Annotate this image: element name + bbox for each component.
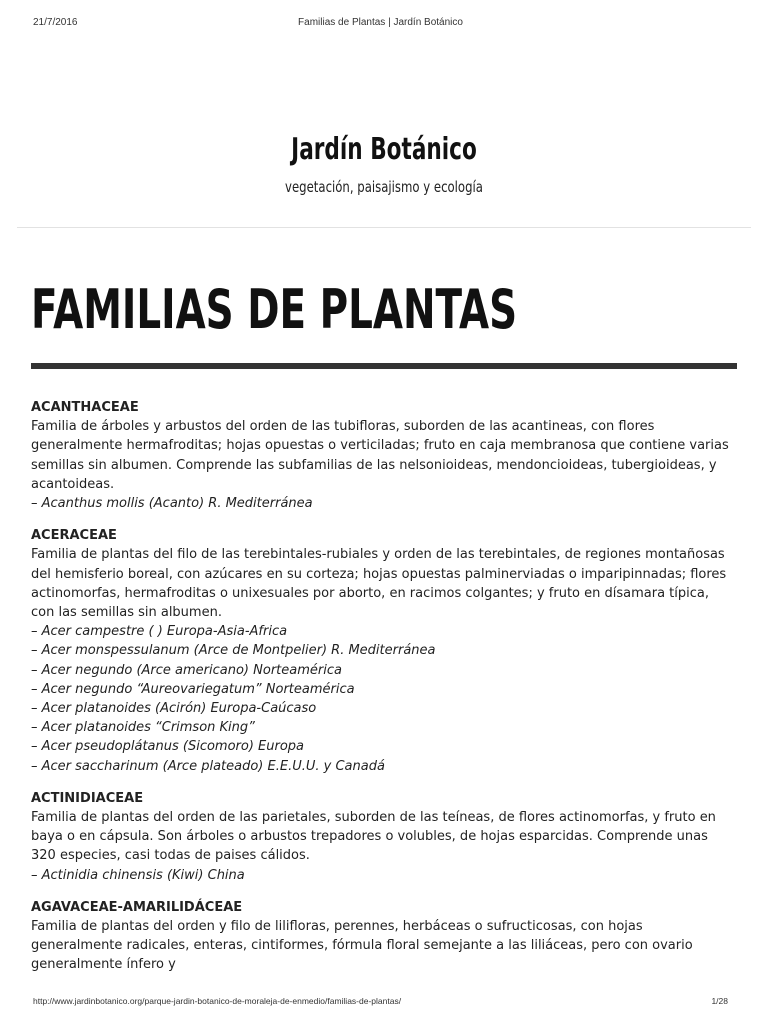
species-item: – Actinidia chinensis (Kiwi) China: [31, 867, 245, 883]
family-entry: [31, 526, 736, 776]
family-name: ACTINIDIACEAE: [31, 790, 144, 806]
family-description: Familia de plantas del orden y filo de lilifloras, perennes, herbáceas o sufructicosas, con hojas generalmente radicales, enteras, cintiformes, fórmula floral semejante a las liliáceas, pero con ovario generalmente ínfero y: [31, 919, 693, 973]
family-description: Familia de plantas del orden de las parietales, suborden de las teíneas, de flores actinomorfas, y fruto en baya o en cápsula. Son árboles o arbustos trepadores o volubles, de hojas esparcidas. Comprende unas 320 especies, casi todas de paises cálidos.: [31, 810, 716, 864]
species-item: – Acer negundo (Arce americano) Norteamérica: [31, 662, 342, 678]
family-description: Familia de plantas del filo de las terebintales-rubiales y orden de las terebintales, de regiones montañosas del hemisferio boreal, con azúcares en su corteza; hojas opuestas palminerviadas o imparipinnadas; flores actinomorfas, hermafroditas o unixesuales por aborto, en racimos colgantes; y fruto en dísamara típica, con las semillas sin albumen.: [31, 547, 727, 621]
page-number: 1/28: [711, 996, 728, 1006]
print-date: 21/7/2016: [33, 17, 78, 28]
family-name: ACANTHACEAE: [31, 400, 139, 415]
species-item: – Acer saccharinum (Arce plateado) E.E.U.U. y Canadá: [31, 758, 385, 774]
family-entry: [31, 789, 736, 885]
family-description: Familia de árboles y arbustos del orden de las tubifloras, suborden de las acantineas, con flores generalmente hermafroditas; hojas opuestas o verticiladas; fruto en caja membranosa que contiene varias semillas sin albumen. Comprende las subfamilias de las nelsonioideas, mendoncioideas, tubergioideas, y acantoideas.: [31, 419, 729, 492]
species-item: – Acer platanoides “Crimson King”: [31, 720, 255, 736]
species-item: – Acer platanoides (Acirón) Europa-Caúcaso: [31, 701, 317, 717]
page-title: FAMILIAS DE PLANTAS: [31, 278, 518, 341]
site-tagline: vegetación, paisajismo y ecología: [285, 178, 483, 196]
print-footer: [33, 996, 728, 1010]
print-header: [33, 17, 728, 31]
family-name: AGAVACEAE-AMARILIDÁCEAE: [31, 899, 243, 915]
species-item: – Acer pseudoplátanus (Sicomoro) Europa: [31, 739, 305, 755]
article-content: [31, 398, 736, 988]
page-url: http://www.jardinbotanico.org/parque-jardin-botanico-de-moraleja-de-enmedio/familias-de-plantas/: [33, 996, 402, 1006]
header-divider: [17, 227, 751, 228]
species-item: – Acer campestre ( ) Europa-Asia-Africa: [31, 624, 288, 640]
species-item: – Acer monspessulanum (Arce de Montpelier) R. Mediterránea: [31, 643, 436, 659]
site-header: [0, 128, 768, 196]
print-document-title: Familias de Plantas | Jardín Botánico: [298, 17, 463, 28]
family-entry: [31, 898, 736, 975]
family-name: ACERACEAE: [31, 528, 117, 544]
family-entry: [31, 398, 736, 513]
title-divider: [31, 363, 737, 369]
species-item: – Acanthus mollis (Acanto) R. Mediterránea: [31, 496, 313, 512]
site-title[interactable]: Jardín Botánico: [291, 132, 477, 167]
species-item: – Acer negundo “Aureovariegatum” Norteamérica: [31, 681, 355, 697]
